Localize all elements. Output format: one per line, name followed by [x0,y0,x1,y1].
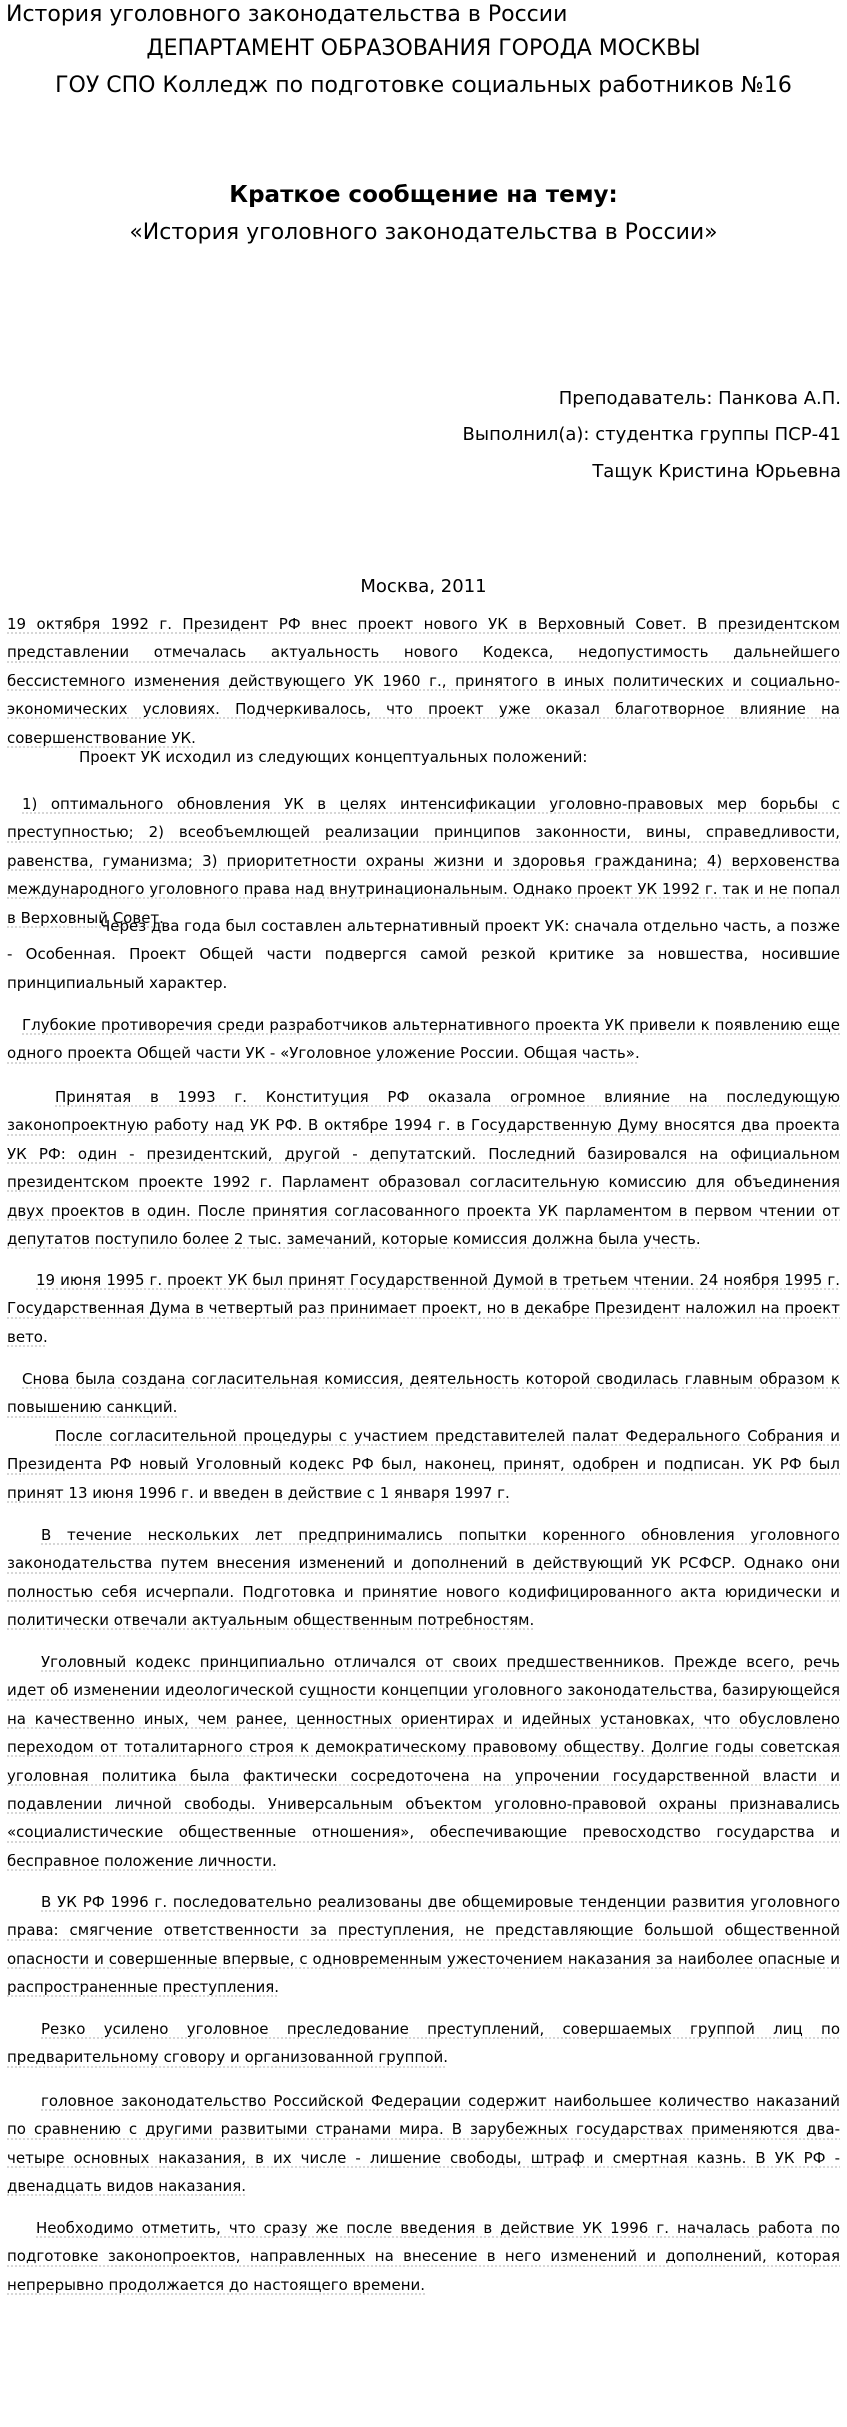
paragraph-text: После согласительной процедуры с участием представителей палат Федерального Собрания и Президента РФ новый Уголовный кодекс РФ был, наконец, принят, одобрен и подписан. УК РФ был принят 13 июня 1996 г. и введен в действие с 1 января 1997 г. [7,1427,840,1502]
paragraph-9 [7,1422,840,1507]
paragraph-text: Принятая в 1993 г. Конституция РФ оказала огромное влияние на последующую законопроектную работу над УК РФ. В октябре 1994 г. в Государственную Думу вносятся два проекта УК РФ: один - президентский, другой - депутатский. Последний базировался на официальном президентском проекте 1992 г. Парламент образовал согласительную комиссию для объединения двух проектов в один. После принятия согласованного проекта УК парламентом в первом чтении от депутатов поступило более 2 тыс. замечаний, которые комиссия должна была учесть. [7,1088,840,1249]
document-top-title: История уголовного законодательства в России [6,2,568,27]
paragraph-13 [7,2015,840,2072]
paragraph-3 [7,790,840,932]
report-title-label: Краткое сообщение на тему: [229,182,618,208]
paragraph-text: головное законодательство Российской Федерации содержит наибольшее количество наказаний по сравнению с другими развитыми странами мира. В зарубежных государствах применяются два-четыре основных наказания, в их числе - лишение свободы, штраф и смертная казнь. В УК РФ - двенадцать видов наказания. [7,2092,840,2196]
paragraph-2 [7,743,840,771]
paragraph-text: Проект УК исходил из следующих концептуальных положений: [79,748,588,766]
paragraph-10 [7,1521,840,1635]
college-heading: ГОУ СПО Колледж по подготовке социальных работников №16 [55,73,792,98]
paragraph-5 [7,1011,840,1068]
paragraph-text: Глубокие противоречия среди разработчиков альтернативного проекта УК привели к появлению еще одного проекта Общей части УК - «Уголовное уложение России. Общая часть». [7,1016,840,1063]
paragraph-text: В УК РФ 1996 г. последовательно реализованы две общемировые тенденции развития уголовного права: смягчение ответственности за преступления, не представляющие большой общественной опасности и совершенные впервые, с одновременным ужесточением наказания за наиболее опасные и распространенные преступления. [7,1893,840,1997]
paragraph-text: 19 октября 1992 г. Президент РФ внес проект нового УК в Верховный Совет. В президентском представлении отмечалась актуальность нового Кодекса, недопустимость дальнейшего бессистемного изменения действующего УК 1960 г., принятого в иных политических и социально-экономических условиях. Подчеркивалось, что проект уже оказал благотворное влияние на совершенствование УК. [7,615,840,747]
paragraph-text: Уголовный кодекс принципиально отличался от своих предшественников. Прежде всего, речь идет об изменении идеологической сущности концепции уголовного законодательства, базирующейся на качественно иных, чем ранее, ценностных ориентирах и идейных установках, что обусловлено переходом от тоталитарного строя к демократическому правовому обществу. Долгие годы советская уголовная политика была фактически сосредоточена на упрочении государственной власти и подавлении личной свободы. Универсальным объектом уголовно-правовой охраны признавались «социалистические общественные отношения», обеспечивающие превосходство государства и бесправное положение личности. [7,1653,840,1870]
paragraph-text: Через два года был составлен альтернативный проект УК: сначала отдельно часть, а позже - Особенная. Проект Общей части подвергся самой резкой критике за новшества, носившие принципиальный характер. [7,917,840,992]
paragraph-1 [7,610,840,752]
paragraph-text: В течение нескольких лет предпринимались попытки коренного обновления уголовного законодательства путем внесения изменений и дополнений в действующий УК РСФСР. Однако они полностью себя исчерпали. Подготовка и принятие нового кодифицированного акта юридически и политически отвечали актуальным общественным потребностям. [7,1526,840,1630]
paragraph-11 [7,1648,840,1875]
performed-by-line: Выполнил(а): студентка группы ПСР-41 [462,424,841,445]
paragraph-6 [7,1083,840,1253]
paragraph-7 [7,1266,840,1351]
report-topic: «История уголовного законодательства в России» [129,220,718,245]
paragraph-text: Необходимо отметить, что сразу же после введения в действие УК 1996 г. началась работа по подготовке законопроектов, направленных на внесение в него изменений и дополнений, которая непрерывно продолжается до настоящего времени. [7,2219,840,2294]
paragraph-text: 19 июня 1995 г. проект УК был принят Государственной Думой в третьем чтении. 24 ноября 1995 г. Государственная Дума в четвертый раз принимает проект, но в декабре Президент наложил на проект вето. [7,1271,840,1346]
paragraph-text: 1) оптимального обновления УК в целях интенсификации уголовно-правовых мер борьбы с преступностью; 2) всеобъемлющей реализации принципов законности, вины, справедливости, равенства, гуманизма; 3) приоритетности охраны жизни и здоровья гражданина; 4) верховенства международного уголовного права над внутринациональным. Однако проект УК 1992 г. так и не попал в Верховный Совет. [7,795,840,927]
paragraph-15 [7,2214,840,2299]
department-heading: ДЕПАРТАМЕНТ ОБРАЗОВАНИЯ ГОРОДА МОСКВЫ [146,36,701,61]
student-name-line: Тащук Кристина Юрьевна [592,461,841,482]
paragraph-text: Снова была создана согласительная комиссия, деятельность которой сводилась главным образом к повышению санкций. [7,1370,840,1417]
paragraph-12 [7,1888,840,2002]
paragraph-8 [7,1365,840,1422]
paragraph-4 [7,912,840,997]
paragraph-14 [7,2087,840,2201]
teacher-line: Преподаватель: Панкова А.П. [558,388,841,409]
city-year: Москва, 2011 [360,576,487,597]
paragraph-text: Резко усилено уголовное преследование преступлений, совершаемых группой лиц по предварительному сговору и организованной группой. [7,2020,840,2067]
